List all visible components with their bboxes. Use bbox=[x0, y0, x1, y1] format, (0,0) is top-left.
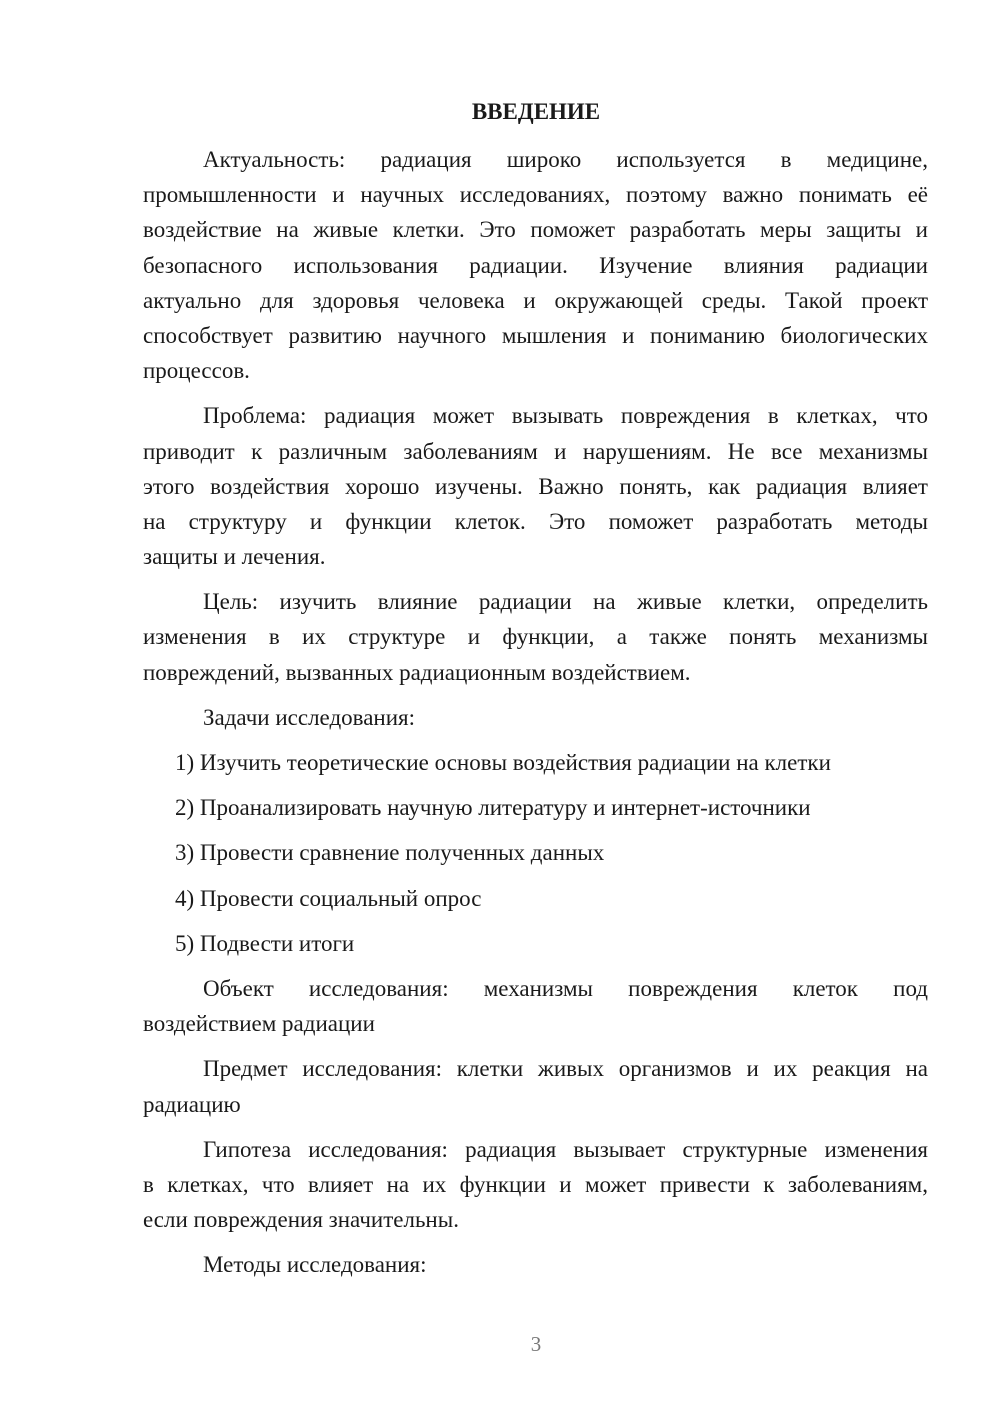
text-line: актуально для здоровья человека и окружающей среды. Такой проект bbox=[143, 287, 928, 313]
text-line: Объект исследования: механизмы повреждения клеток под bbox=[203, 975, 928, 1001]
body-text bbox=[143, 142, 928, 1292]
text-line: повреждений, вызванных радиационным воздействием. bbox=[143, 659, 691, 685]
text-line: Цель: изучить влияние радиации на живые клетки, определить bbox=[203, 589, 928, 615]
text-line: этого воздействия хорошо изучены. Важно понять, как радиация влияет bbox=[143, 473, 928, 499]
text-line: Проблема: радиация может вызывать повреждения в клетках, что bbox=[203, 403, 928, 429]
task-list-item: 4) Провести социальный опрос bbox=[175, 885, 482, 911]
section-title: ВВЕДЕНИЕ bbox=[471, 99, 601, 124]
text-line: способствует развитию научного мышления и пониманию биологических bbox=[143, 322, 928, 348]
task-list-item: 2) Проанализировать научную литературу и интернет-источники bbox=[175, 795, 811, 821]
paragraph bbox=[143, 700, 928, 735]
text-line: безопасного использования радиации. Изучение влияния радиации bbox=[143, 252, 928, 278]
paragraph bbox=[143, 142, 928, 388]
paragraph bbox=[143, 1051, 928, 1121]
page-number: 3 bbox=[530, 1332, 542, 1356]
paragraph bbox=[143, 1247, 928, 1282]
paragraph bbox=[143, 1132, 928, 1238]
paragraph bbox=[143, 398, 928, 574]
text-line: Гипотеза исследования: радиация вызывает структурные изменения bbox=[203, 1136, 928, 1162]
text-line: Задачи исследования: bbox=[203, 704, 416, 730]
text-line: процессов. bbox=[143, 358, 250, 384]
task-list-item: 3) Провести сравнение полученных данных bbox=[175, 840, 605, 866]
task-list-item: 5) Подвести итоги bbox=[175, 930, 355, 956]
text-line: изменения в их структуре и функции, а также понять механизмы bbox=[143, 624, 928, 650]
text-line: воздействием радиации bbox=[143, 1011, 375, 1037]
text-line: промышленности и научных исследованиях, поэтому важно понимать её bbox=[143, 182, 928, 208]
paragraph bbox=[143, 584, 928, 690]
text-line: защиты и лечения. bbox=[143, 544, 326, 570]
task-list-item: 1) Изучить теоретические основы воздействия радиации на клетки bbox=[175, 750, 831, 775]
text-line: на структуру и функции клеток. Это поможет разработать методы bbox=[143, 508, 928, 534]
text-line: Актуальность: радиация широко используется в медицине, bbox=[203, 147, 928, 172]
text-line: воздействие на живые клетки. Это поможет разработать меры защиты и bbox=[143, 217, 928, 243]
paragraph bbox=[143, 971, 928, 1041]
text-line: Предмет исследования: клетки живых организмов и их реакция на bbox=[203, 1056, 928, 1082]
text-line: радиацию bbox=[143, 1091, 241, 1117]
text-line: Методы исследования: bbox=[203, 1252, 427, 1278]
text-line: если повреждения значительны. bbox=[143, 1207, 459, 1233]
text-line: приводит к различным заболеваниям и нарушениям. Не все механизмы bbox=[143, 438, 928, 464]
text-line: в клетках, что влияет на их функции и может привести к заболеваниям, bbox=[143, 1171, 928, 1197]
